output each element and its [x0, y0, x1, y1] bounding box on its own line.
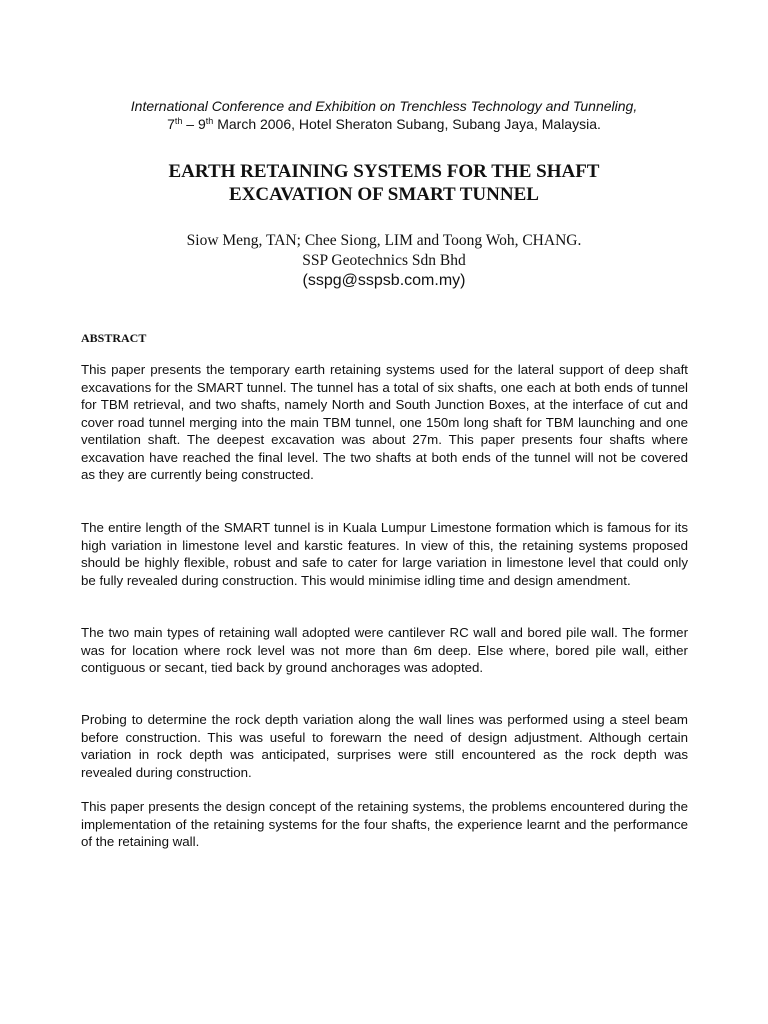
abstract-paragraph-4: Probing to determine the rock depth variation along the wall lines was performed using a steel beam before construction. This was useful to forewarn the need of design adjustment. Although certain variation in rock depth was anticipated, surprises were still encountered as the rock depth was revealed during construction. [81, 712, 688, 780]
paper-title-line-1: EARTH RETAINING SYSTEMS FOR THE SHAFT [168, 161, 600, 182]
abstract-paragraph-5: This paper presents the design concept of the retaining systems, the problems encountered during the implementation of the retaining systems for the four shafts, the experience learnt and the performance of the retaining wall. [81, 799, 688, 849]
authors: Siow Meng, TAN; Chee Siong, LIM and Toong Woh, CHANG. [186, 232, 582, 249]
date-separator: – [182, 116, 198, 132]
conference-name: International Conference and Exhibition on Trenchless Technology and Tunneling, [130, 98, 638, 114]
organization: SSP Geotechnics Sdn Bhd [302, 252, 466, 269]
conference-date-venue [0, 116, 768, 133]
paper-title-line-2: EXCAVATION OF SMART TUNNEL [229, 184, 539, 205]
abstract-heading: ABSTRACT [81, 331, 147, 345]
date-end-suffix: th [205, 116, 214, 126]
paper-title [0, 160, 768, 206]
abstract-paragraph-3: The two main types of retaining wall adopted were cantilever RC wall and bored pile wall. The former was for location where rock level was not more than 6m deep. Else where, bored pile wall, either contiguous or secant, tied back by ground anchorages was adopted. [81, 625, 688, 675]
abstract-paragraph-2: The entire length of the SMART tunnel is in Kuala Lumpur Limestone formation which is famous for its high variation in limestone level and karstic features. In view of this, the retaining systems proposed should be highly flexible, robust and safe to cater for large variation in limestone level that could only be fully revealed during construction. This would minimise idling time and design amendment. [81, 520, 688, 588]
contact-email: (sspg@sspsb.com.my) [302, 272, 466, 289]
date-venue-text: March 2006, Hotel Sheraton Subang, Subang Jaya, Malaysia. [213, 116, 601, 132]
date-start-suffix: th [174, 116, 183, 126]
date-end-day: 9 [198, 116, 206, 132]
date-start-day: 7 [167, 116, 175, 132]
abstract-paragraph-1: This paper presents the temporary earth retaining systems used for the lateral support of deep shaft excavations for the SMART tunnel. The tunnel has a total of six shafts, one each at both ends of tunnel for TBM retrieval, and two shafts, namely North and South Junction Boxes, at the interface of cut and cover road tunnel merging into the main TBM tunnel, one 150m long shaft for TBM launching and one ventilation shaft. The deepest excavation was about 27m. This paper presents four shafts where excavation have reached the final level. The two shafts at both ends of the tunnel will not be covered as they are currently being constructed. [81, 362, 688, 482]
